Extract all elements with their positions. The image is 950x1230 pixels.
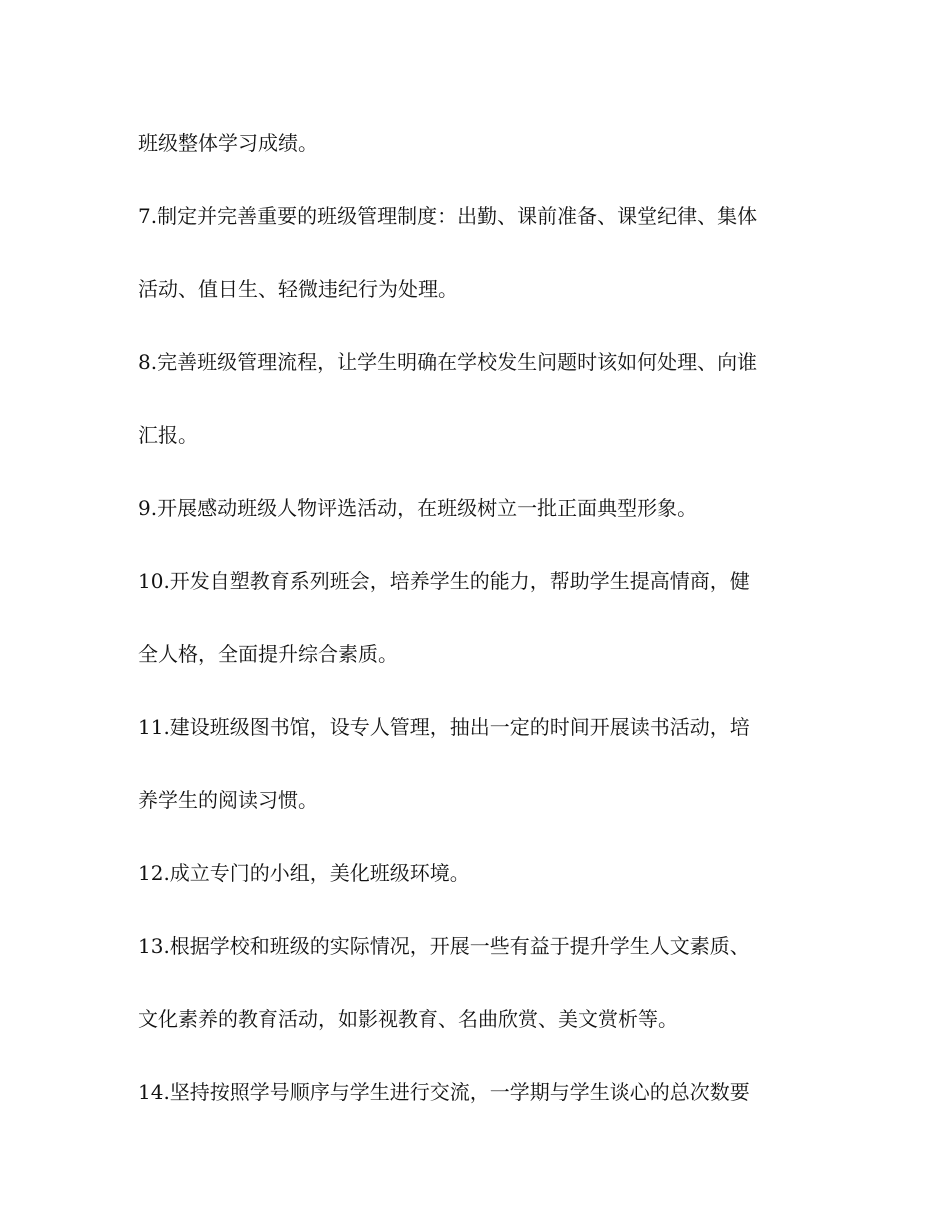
text-line: 文化素养的教育活动，如影视教育、名曲欣赏、美文赏析等。 [138, 1007, 678, 1031]
text-line: 汇报。 [138, 423, 198, 447]
text-line: 10.开发自塑教育系列班会，培养学生的能力，帮助学生提高情商，健 [138, 569, 750, 593]
text-line: 8.完善班级管理流程，让学生明确在学校发生问题时该如何处理、向谁 [138, 350, 758, 374]
text-line: 活动、值日生、轻微违纪行为处理。 [138, 277, 458, 301]
text-line: 13.根据学校和班级的实际情况，开展一些有益于提升学生人文素质、 [138, 934, 750, 958]
text-line: 7.制定并完善重要的班级管理制度：出勤、课前准备、课堂纪律、集体 [138, 204, 758, 228]
document-body [138, 122, 818, 1144]
text-line: 全人格，全面提升综合素质。 [138, 642, 398, 666]
text-line: 12.成立专门的小组，美化班级环境。 [138, 861, 470, 885]
text-line: 11.建设班级图书馆，设专人管理，抽出一定的时间开展读书活动，培 [138, 715, 750, 739]
text-line: 班级整体学习成绩。 [138, 131, 318, 155]
text-line: 9.开展感动班级人物评选活动，在班级树立一批正面典型形象。 [138, 496, 698, 520]
text-line: 养学生的阅读习惯。 [138, 788, 318, 812]
text-line: 14.坚持按照学号顺序与学生进行交流，一学期与学生谈心的总次数要 [138, 1080, 750, 1104]
